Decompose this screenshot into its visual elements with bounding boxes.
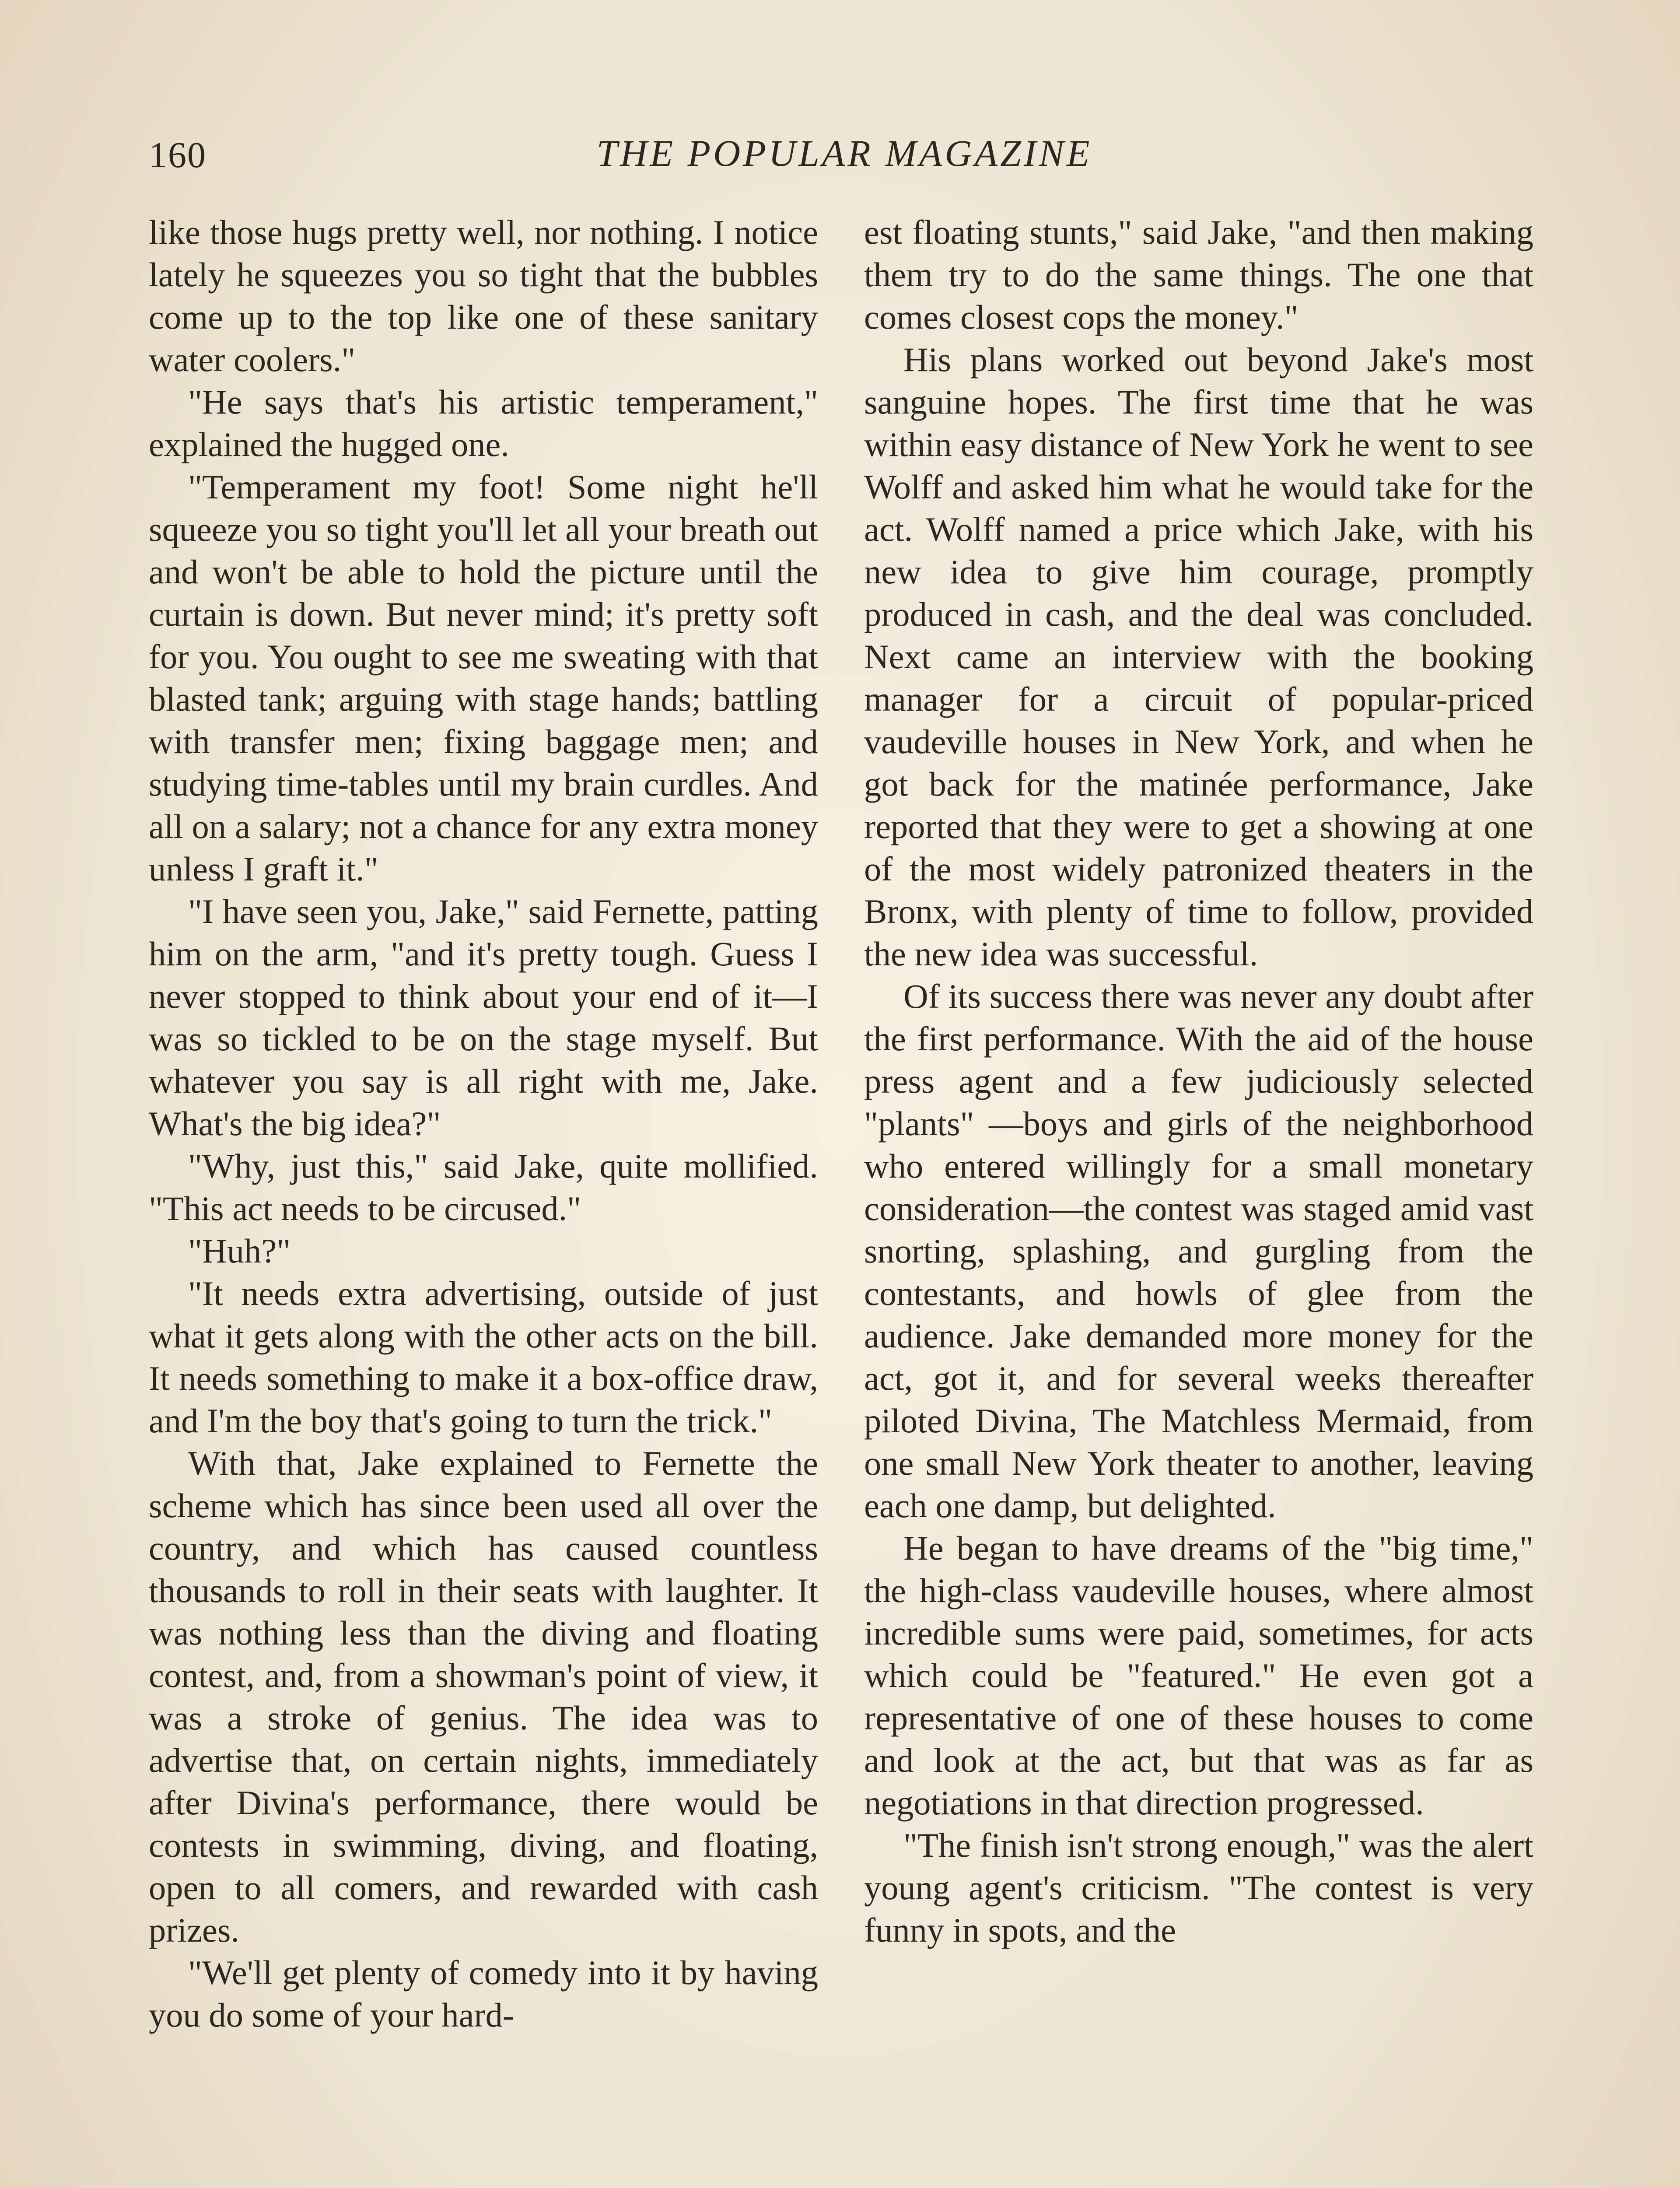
- paragraph: Of its success there was never any doubt after the first performance. With the aid of the house press agent and a few judiciously selected "plants" —boys and girls of the neighborhood who entered willingly for a small monetary consideration—the contest was staged amid vast snorting, splashing, and gurgling from the contestants, and howls of glee from the audience. Jake demanded more money for the act, got it, and for several weeks thereafter piloted Divina, The Matchless Mermaid, from one small New York theater to another, leaving each one damp, but delighted.: [864, 977, 1533, 1525]
- paragraph: He began to have dreams of the "big time," the high-class vaudeville houses, where almost incredible sums were paid, sometimes, for acts which could be "featured." He even got a representative of one of these houses to come and look at the act, but that was as far as negotiations in that direction progressed.: [864, 1529, 1533, 1822]
- paragraph: "Huh?": [188, 1232, 291, 1270]
- paragraph: His plans worked out beyond Jake's most sanguine hopes. The first time that he was within easy distance of New York he went to see Wolff and asked him what he would take for the act. Wolff named a price which Jake, with his new idea to give him courage, promptly produced in cash, and the deal was concluded. Next came an interview with the booking manager for a circuit of popular-priced vaudeville houses in New York, and when he got back for the matinée performance, Jake reported that they were to get a showing at one of the most widely patronized theaters in the Bronx, with plenty of time to follow, provided the new idea was successful.: [864, 340, 1533, 973]
- right-column: [864, 211, 1533, 1951]
- page-number: 160: [149, 135, 206, 175]
- paragraph: like those hugs pretty well, nor nothing. I notice lately he squeezes you so tight that the bubbles come up to the top like one of these sanitary water coolers.": [149, 213, 818, 379]
- paragraph: "Why, just this," said Jake, quite mollified. "This act needs to be circused.": [149, 1147, 818, 1227]
- paragraph: "Temperament my foot! Some night he'll squeeze you so tight you'll let all your breath out and won't be able to hold the picture until the curtain is down. But never mind; it's pretty soft for you. You ought to see me sweating with that blasted tank; arguing with stage hands; battling with transfer men; fixing baggage men; and studying time-tables until my brain curdles. And all on a salary; not a chance for any extra money unless I graft it.": [149, 468, 818, 888]
- running-title: THE POPULAR MAGAZINE: [596, 132, 1092, 174]
- paragraph: est floating stunts," said Jake, "and then making them try to do the same things. The one that comes closest cops the money.": [864, 213, 1533, 336]
- left-column: [149, 211, 818, 2036]
- paragraph: With that, Jake explained to Fernette the scheme which has since been used all over the country, and which has caused countless thousands to roll in their seats with laughter. It was nothing less than the diving and floating contest, and, from a showman's point of view, it was a stroke of genius. The idea was to advertise that, on certain nights, immediately after Divina's performance, there would be contests in swimming, diving, and floating, open to all comers, and rewarded with cash prizes.: [149, 1444, 818, 1949]
- paragraph: "The finish isn't strong enough," was the alert young agent's criticism. "The contest is very funny in spots, and the: [864, 1826, 1533, 1949]
- paragraph: "We'll get plenty of comedy into it by having you do some of your hard-: [149, 1953, 818, 2034]
- page-header: [149, 131, 1540, 184]
- paragraph: "He says that's his artistic temperament," explained the hugged one.: [149, 383, 818, 463]
- paragraph: "I have seen you, Jake," said Fernette, patting him on the arm, "and it's pretty tough. Guess I never stopped to think about your end of it—I was so tickled to be on the stage myself. But whatever you say is all right with me, Jake. What's the big idea?": [149, 892, 818, 1143]
- paragraph: "It needs extra advertising, outside of just what it gets along with the other acts on the bill. It needs something to make it a box-office draw, and I'm the boy that's going to turn the trick.": [149, 1274, 818, 1440]
